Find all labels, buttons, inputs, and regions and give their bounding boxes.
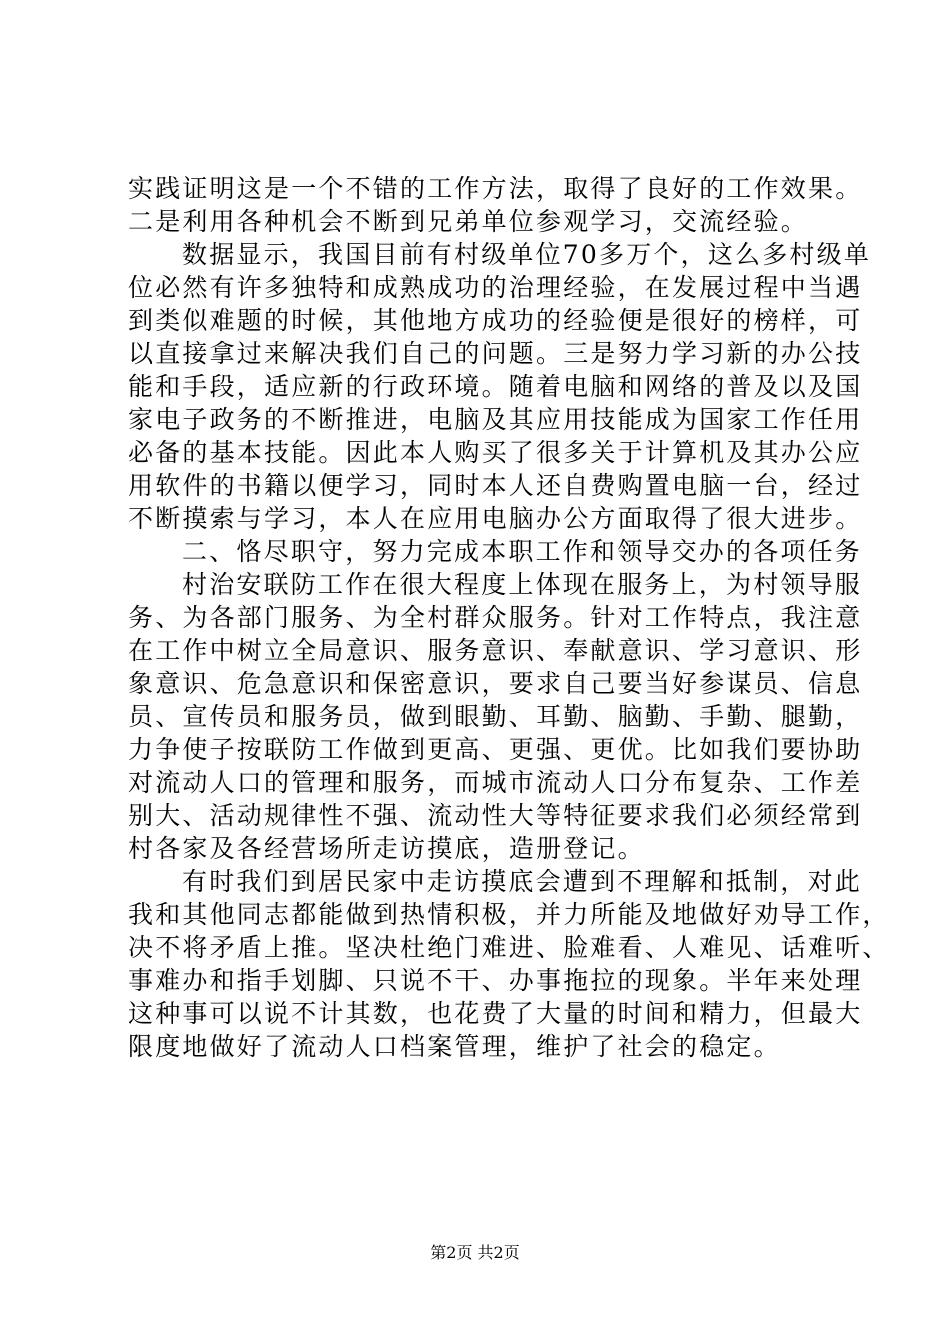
text-line: 必备的基本技能。因此本人购买了很多关于计算机及其办公应 [128,438,863,467]
document-body [128,172,890,1063]
text-line: 力争使子按联防工作做到更高、更强、更优。比如我们要协助 [128,735,863,764]
page-number: 第2页 共2页 [430,1243,520,1262]
text-line: 限度地做好了流动人口档案管理，维护了社会的稳定。 [128,1032,781,1061]
text-line: 务、为各部门服务、为全村群众服务。针对工作特点，我注意 [128,603,863,632]
text-line: 能和手段，适应新的行政环境。随着电脑和网络的普及以及国 [128,372,863,401]
text-line: 员、宣传员和服务员，做到眼勤、耳勤、脑勤、手勤、腿勤， [128,702,863,731]
text-line: 村各家及各经营场所走访摸底，造册登记。 [128,834,645,863]
text-line: 在工作中树立全局意识、服务意识、奉献意识、学习意识、形 [128,636,863,665]
text-line: 不断摸索与学习，本人在应用电脑办公方面取得了很大进步。 [128,504,863,533]
text-line: 实践证明这是一个不错的工作方法，取得了良好的工作效果。 [128,174,863,203]
text-line: 象意识、危急意识和保密意识，要求自己要当好参谋员、信息 [128,669,863,698]
text-line: 别大、活动规律性不强、流动性大等特征要求我们必须经常到 [128,801,863,830]
text-line: 位必然有许多独特和成熟成功的治理经验，在发展过程中当遇 [128,273,863,302]
text-line: 决不将矛盾上推。坚决杜绝门难进、脸难看、人难见、话难听、 [128,933,890,962]
text-line: 对流动人口的管理和服务，而城市流动人口分布复杂、工作差 [128,768,863,797]
text-line: 我和其他同志都能做到热情积极，并力所能及地做好劝导工作， [128,900,890,929]
text-line: 这种事可以说不计其数，也花费了大量的时间和精力，但最大 [128,999,863,1028]
text-line: 有时我们到居民家中走访摸底会遭到不理解和抵制，对此 [182,867,863,896]
text-line: 家电子政务的不断推进，电脑及其应用技能成为国家工作任用 [128,405,863,434]
text-line: 用软件的书籍以便学习，同时本人还自费购置电脑一台，经过 [128,471,863,500]
text-line: 二是利用各种机会不断到兄弟单位参观学习，交流经验。 [128,207,809,236]
text-line: 以直接拿过来解决我们自己的问题。三是努力学习新的办公技 [128,339,863,368]
text-line: 数据显示，我国目前有村级单位70多万个，这么多村级单 [182,240,872,269]
text-line: 事难办和指手划脚、只说不干、办事拖拉的现象。半年来处理 [128,966,863,995]
page-footer [0,1243,950,1263]
section-heading: 二、恪尽职守，努力完成本职工作和领导交办的各项任务 [182,537,863,566]
text-line: 村治安联防工作在很大程度上体现在服务上，为村领导服 [182,570,863,599]
text-line: 到类似难题的时候，其他地方成功的经验便是很好的榜样，可 [128,306,863,335]
